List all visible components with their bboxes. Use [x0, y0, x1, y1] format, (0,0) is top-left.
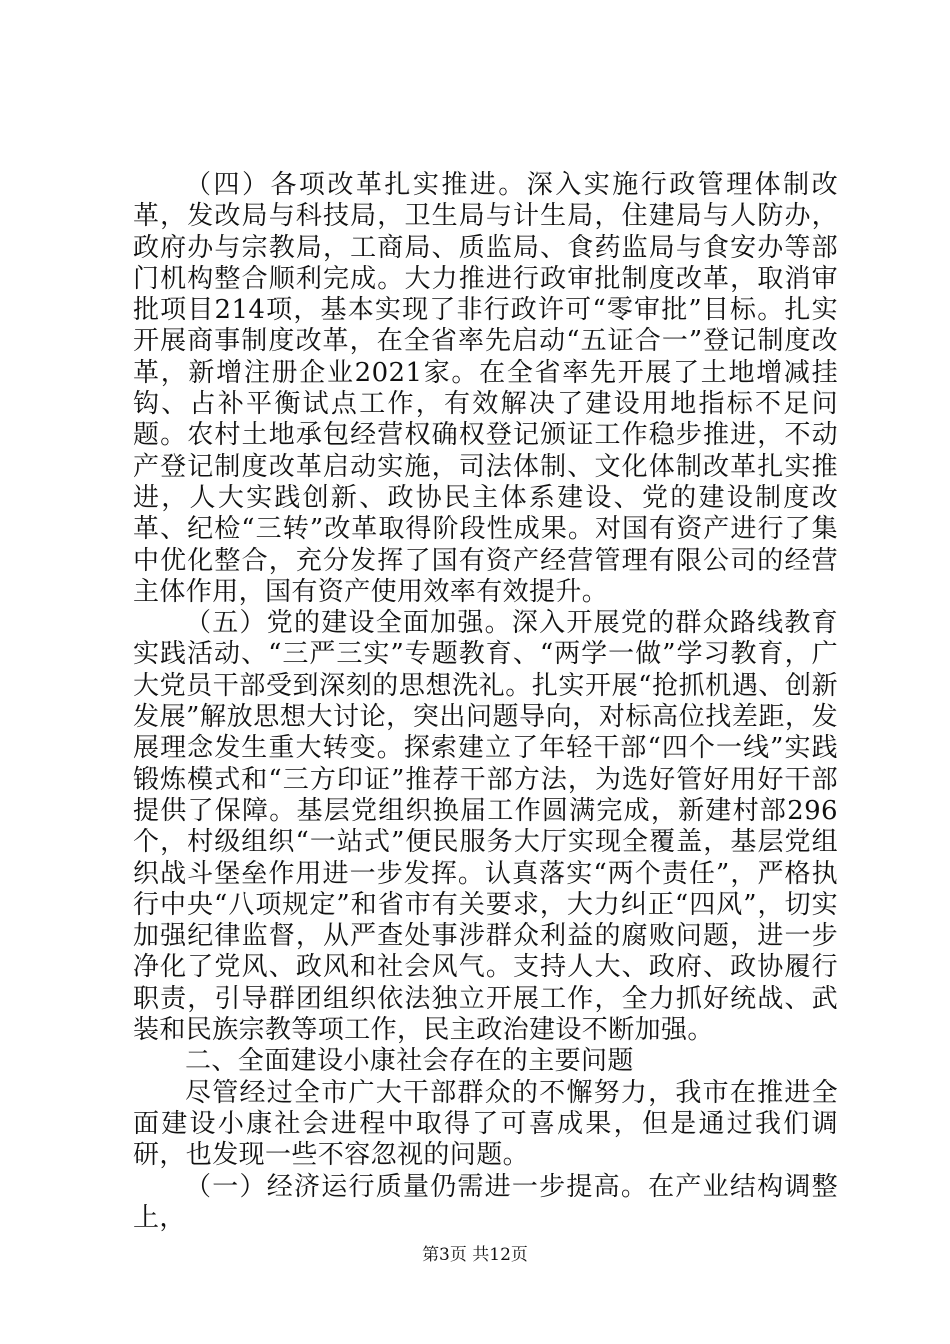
paragraph-party-building: （五）党的建设全面加强。深入开展党的群众路线教育实践活动、“三严三实”专题教育、“两学一做”学习教育，广大党员干部受到深刻的思想洗礼。扎实开展“抢抓机遇、创新发展”解放思想大讨论，突出问题导向，对标高位找差距，发展理念发生重大转变。探索建立了年轻干部“四个一线”实践锻炼模式和“三方印证”推荐干部方法，为选好管好用好干部提供了保障。基层党组织换届工作圆满完成，新建村部296个，村级组织“一站式”便民服务大厅实现全覆盖，基层党组织战斗堡垒作用进一步发挥。认真落实“两个责任”，严格执行中央“八项规定”和省市有关要求，大力纠正“四风”，切实加强纪律监督，从严查处事涉群众利益的腐败问题，进一步净化了党风、政风和社会风气。支持人大、政府、政协履行职责，引导群团组织依法独立开展工作，全力抓好统战、武装和民族宗教等项工作，民主政治建设不断加强。	[133, 608, 838, 1046]
document-body	[133, 170, 838, 1234]
paragraph-problems-intro: 尽管经过全市广大干部群众的不懈努力，我市在推进全面建设小康社会进程中取得了可喜成果，但是通过我们调研，也发现一些不容忽视的问题。	[133, 1077, 838, 1171]
paragraph-reform: （四）各项改革扎实推进。深入实施行政管理体制改革，发改局与科技局，卫生局与计生局，住建局与人防办，政府办与宗教局，工商局、质监局、食药监局与食安办等部门机构整合顺利完成。大力推进行政审批制度改革，取消审批项目214项，基本实现了非行政许可“零审批”目标。扎实开展商事制度改革，在全省率先启动“五证合一”登记制度改革，新增注册企业2021家。在全省率先开展了土地增减挂钩、占补平衡试点工作，有效解决了建设用地指标不足问题。农村土地承包经营权确权登记颁证工作稳步推进，不动产登记制度改革启动实施，司法体制、文化体制改革扎实推进，人大实践创新、政协民主体系建设、党的建设制度改革、纪检“三转”改革取得阶段性成果。对国有资产进行了集中优化整合，充分发挥了国有资产经营管理有限公司的经营主体作用，国有资产使用效率有效提升。	[133, 170, 838, 607]
section-heading: 二、全面建设小康社会存在的主要问题	[185, 1046, 634, 1077]
paragraph-economy: （一）经济运行质量仍需进一步提高。在产业结构调整上，	[133, 1171, 838, 1233]
page-number-footer: 第3页 共12页	[422, 1245, 528, 1265]
